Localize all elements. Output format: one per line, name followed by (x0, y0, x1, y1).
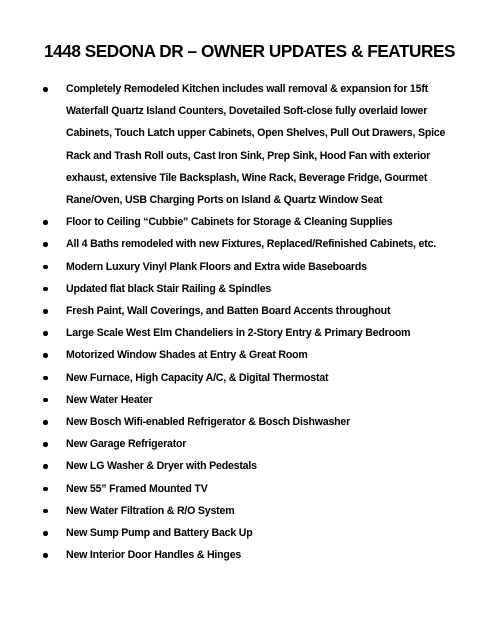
feature-item (0, 300, 480, 322)
feature-text: New Interior Door Handles & Hinges (66, 549, 242, 562)
bullet-icon (43, 376, 48, 381)
feature-text: New Water Heater (66, 393, 153, 406)
document-title: 1448 SEDONA DR – OWNER UPDATES & FEATURES (44, 41, 455, 61)
feature-item (0, 322, 480, 344)
feature-text: Fresh Paint, Wall Coverings, and Batten Board Accents throughout (66, 305, 391, 318)
feature-line: Rack and Trash Roll outs, Cast Iron Sink, Prep Sink, Hood Fan with exterior (66, 149, 431, 162)
bullet-icon (43, 442, 48, 447)
bullet-icon (43, 420, 48, 425)
bullet-icon (43, 265, 48, 270)
feature-item (0, 478, 480, 500)
feature-text: New Furnace, High Capacity A/C, & Digital Thermostat (66, 371, 329, 384)
feature-list (0, 78, 480, 566)
feature-text: All 4 Baths remodeled with new Fixtures, Replaced/Refinished Cabinets, etc. (66, 238, 437, 251)
bullet-icon (43, 398, 48, 403)
feature-text: New LG Washer & Dryer with Pedestals (66, 460, 257, 473)
feature-item (0, 278, 480, 300)
feature-item (0, 500, 480, 522)
feature-item (0, 411, 480, 433)
feature-item (0, 256, 480, 278)
bullet-icon (43, 242, 48, 247)
bullet-icon (43, 487, 48, 492)
feature-item (0, 433, 480, 455)
feature-text: Motorized Window Shades at Entry & Great Room (66, 349, 308, 362)
feature-line: Waterfall Quartz Island Counters, Dovetailed Soft-close fully overlaid lower (66, 105, 428, 118)
feature-text: Large Scale West Elm Chandeliers in 2-Story Entry & Primary Bedroom (66, 327, 411, 340)
feature-item-kitchen (0, 78, 480, 211)
bullet-icon (43, 309, 48, 314)
feature-text: New Sump Pump and Battery Back Up (66, 527, 253, 540)
feature-line: exhaust, extensive Tile Backsplash, Wine Rack, Beverage Fridge, Gourmet (66, 171, 428, 184)
feature-text: New Water Filtration & R/O System (66, 504, 235, 517)
bullet-icon (43, 287, 48, 292)
feature-item (0, 455, 480, 477)
feature-text: Updated flat black Stair Railing & Spindles (66, 282, 272, 295)
feature-item (0, 211, 480, 233)
feature-line: Completely Remodeled Kitchen includes wall removal & expansion for 15ft (66, 83, 428, 95)
feature-text: New Garage Refrigerator (66, 438, 187, 451)
bullet-icon (43, 220, 48, 225)
feature-item (0, 367, 480, 389)
feature-text: New 55” Framed Mounted TV (66, 482, 208, 495)
bullet-icon (43, 509, 48, 514)
feature-item (0, 233, 480, 255)
feature-item (0, 344, 480, 366)
feature-line: Cabinets, Touch Latch upper Cabinets, Open Shelves, Pull Out Drawers, Spice (66, 127, 446, 140)
feature-item (0, 389, 480, 411)
bullet-icon (43, 531, 48, 536)
feature-line: Rane/Oven, USB Charging Ports on Island & Quartz Window Seat (66, 194, 383, 207)
feature-item (0, 522, 480, 544)
bullet-icon (43, 353, 48, 358)
feature-item (0, 544, 480, 566)
bullet-icon (43, 464, 48, 469)
feature-text: Modern Luxury Vinyl Plank Floors and Extra wide Baseboards (66, 260, 367, 273)
bullet-icon (43, 331, 48, 336)
feature-text: New Bosch Wifi-enabled Refrigerator & Bosch Dishwasher (66, 416, 351, 429)
bullet-icon (43, 553, 48, 558)
bullet-icon (43, 87, 48, 92)
feature-text: Floor to Ceiling “Cubbie” Cabinets for Storage & Cleaning Supplies (66, 216, 393, 229)
